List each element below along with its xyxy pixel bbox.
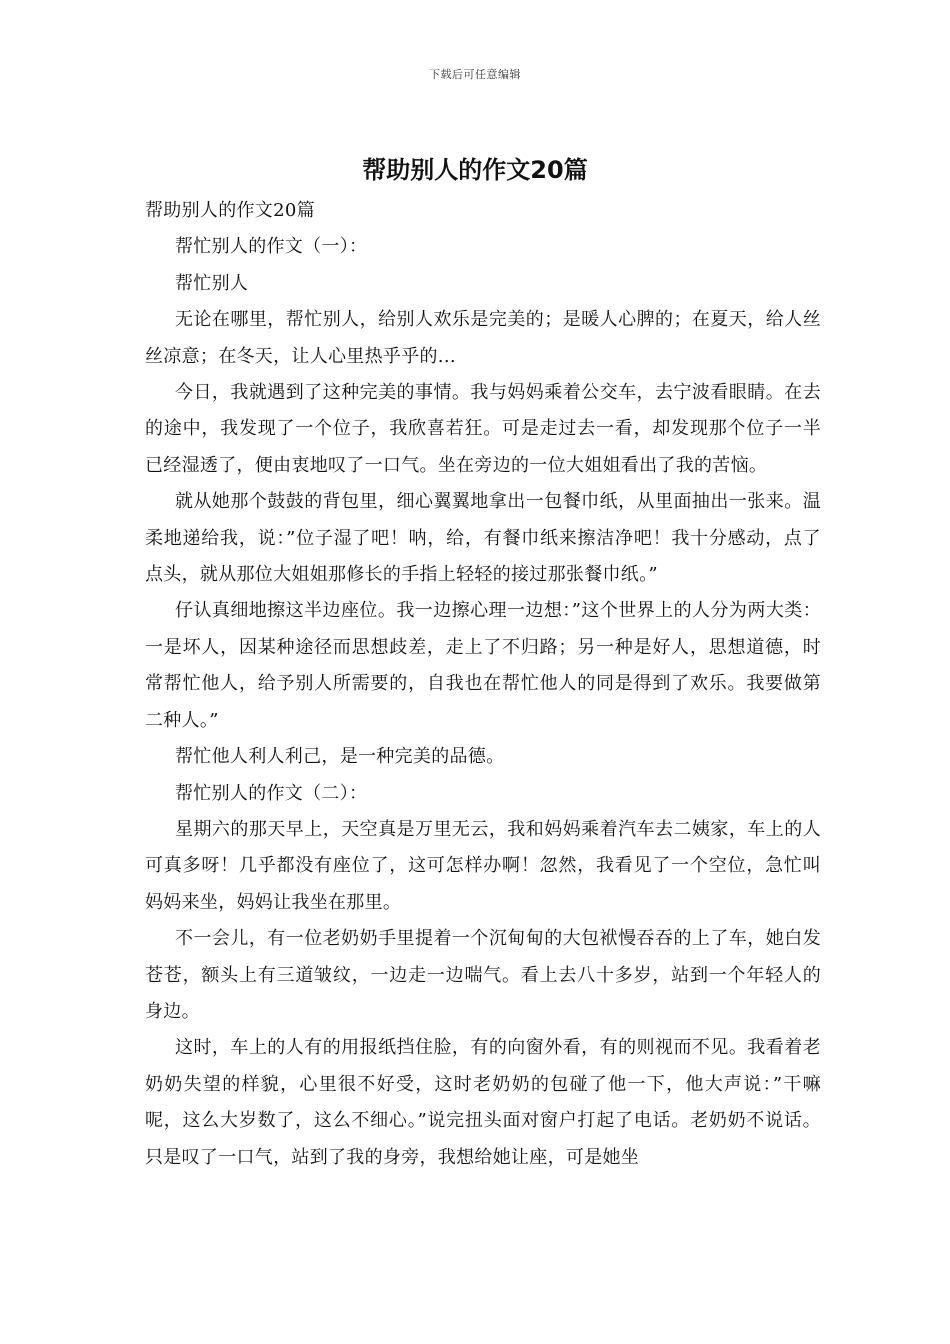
paragraph: 星期六的那天早上，天空真是万里无云，我和妈妈乘着汽车去二姨家，车上的人可真多呀！几乎都没有座位了，这可怎样办啊！忽然，我看见了一个空位，急忙叫妈妈来坐，妈妈让我坐在那里。 — [145, 818, 821, 913]
paragraph: 今日，我就遇到了这种完美的事情。我与妈妈乘着公交车，去宁波看眼睛。在去的途中，我发现了一个位子，我欣喜若狂。可是走过去一看，却发现那个位子一半已经湿透了，便由衷地叹了一口气。坐在旁边的一位大姐姐看出了我的苦恼。 — [145, 382, 821, 476]
section-heading-1: 帮忙别人的作文（一）： — [175, 236, 368, 258]
paragraph: 仔认真细地擦这半边座位。我一边擦心理一边想：”这个世界上的人分为两大类：一是坏人，因某种途径而思想歧差，走上了不归路；另一种是好人，思想道德，时常帮忙他人，给予别人所需要的，自我也在帮忙他人的同是得到了欢乐。我要做第二种人。” — [145, 600, 821, 731]
section-heading-2: 帮忙别人的作文（二）： — [175, 782, 368, 804]
document-title: 帮助别人的作文20篇 — [362, 156, 588, 184]
page-header-note: 下载后可任意编辑 — [429, 68, 521, 81]
paragraph: 帮忙他人利人利己，是一种完美的品德。 — [175, 746, 505, 768]
paragraph: 不一会儿，有一位老奶奶手里提着一个沉甸甸的大包袱慢吞吞的上了车，她白发苍苍，额头上有三道皱纹，一边走一边喘气。看上去八十多岁，站到一个年轻人的身边。 — [145, 928, 821, 1022]
document-subtitle: 帮助别人的作文20篇 — [145, 200, 315, 221]
paragraph: 无论在哪里，帮忙别人，给别人欢乐是完美的；是暖人心脾的；在夏天，给人丝丝凉意；在冬天，让人心里热乎乎的... — [145, 309, 821, 367]
paragraph: 就从她那个鼓鼓的背包里，细心翼翼地拿出一包餐巾纸，从里面抽出一张来。温柔地递给我，说：”位子湿了吧！呐，给，有餐巾纸来擦洁净吧！我十分感动，点了点头，就从那位大姐姐那修长的手指上轻轻的接过那张餐巾纸。” — [145, 491, 821, 586]
paragraph: 这时，车上的人有的用报纸挡住脸，有的向窗外看，有的则视而不见。我看着老奶奶失望的样貌，心里很不好受，这时老奶奶的包碰了他一下，他大声说：”干嘛呢，这么大岁数了，这么不细心。”说完扭头面对窗户打起了电话。老奶奶不说话。只是叹了一口气，站到了我的身旁，我想给她让座，可是她坐 — [145, 1037, 821, 1168]
essay-title-1: 帮忙别人 — [175, 272, 249, 294]
document-body — [145, 193, 821, 1176]
